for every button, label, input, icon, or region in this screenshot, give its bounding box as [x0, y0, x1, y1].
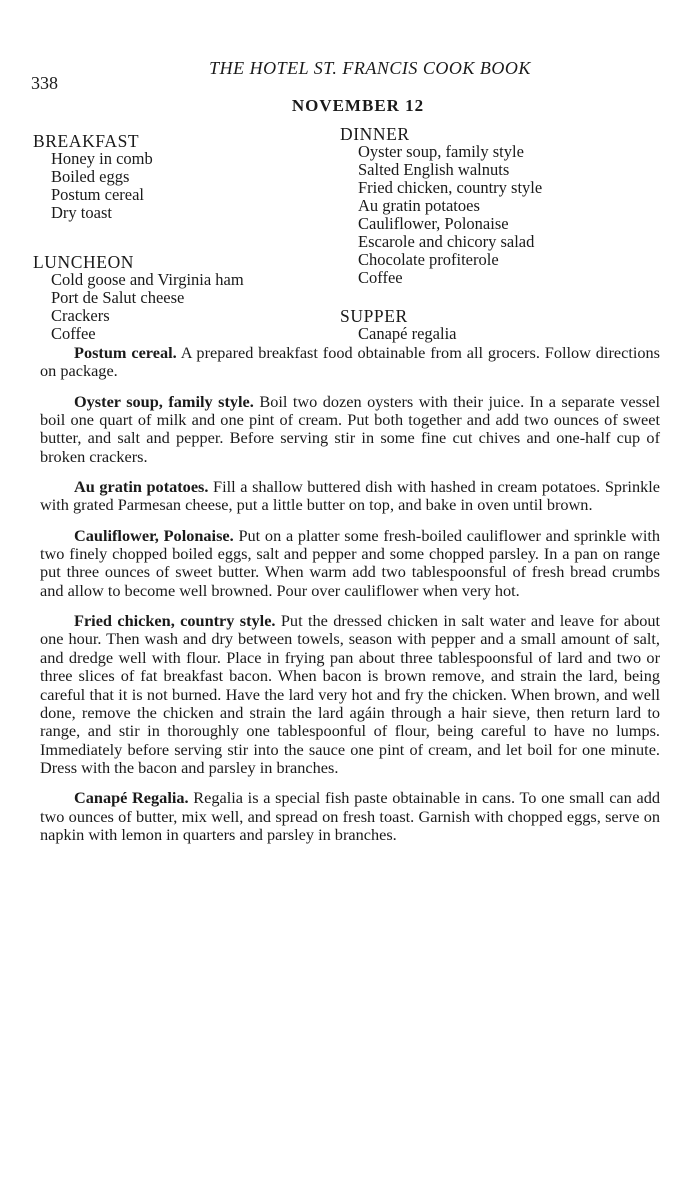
recipe-text: Put the dressed chicken in salt water and leave for about one hour. Then wash and dry between towels, season with pepper and a small amount of salt, and dredge well with flour. Place in frying pan about three tablespoonsful of lard and two or three slices of fat breakfast bacon. When bacon is brown remove, and strain the lard, being careful that it is not burned. Have the lard very hot and fry the chicken. When brown, and well done, remove the chicken and strain the lard agáin through a hair sieve, then return lard to range, and stir in thoroughly one tablespoonful of flour, being careful to have no lumps. Immediately before serving stir into the sauce one pint of cream, and let boil for one minute. Dress with the bacon and parsley in branches. — [40, 611, 661, 777]
recipe-text: Boil two dozen oysters with their juice. In a separate vessel boil one quart of milk and one pint of cream. Put both together and add two ounces of sweet butter, and salt and pepper. Before serving stir in some fine cut chives and one-half cup of broken crackers. — [40, 391, 660, 466]
dinner-heading: DINNER — [340, 124, 410, 144]
breakfast-heading: BREAKFAST — [33, 131, 140, 151]
date-heading: NOVEMBER 12 — [291, 96, 425, 115]
luncheon-heading: LUNCHEON — [33, 252, 135, 272]
recipe-title: Au gratin potatoes. — [74, 477, 209, 497]
recipe-title: Oyster soup, family style. — [74, 391, 254, 411]
recipe-cauliflower-polonaise — [40, 527, 660, 600]
recipe-text: A prepared breakfast food obtainable from all grocers. Follow directions on package. — [40, 343, 660, 381]
breakfast-menu — [33, 132, 244, 222]
supper-heading: SUPPER — [340, 306, 408, 326]
recipe-canape-regalia — [40, 789, 660, 844]
menu-item: Au gratin potatoes — [358, 196, 480, 215]
menu-column-left — [33, 132, 244, 343]
recipe-title: Canapé Regalia. — [74, 788, 189, 808]
menu-item: Honey in comb — [51, 149, 153, 168]
recipe-title: Cauliflower, Polonaise. — [74, 525, 234, 545]
recipe-fried-chicken — [40, 612, 660, 777]
menu-item: Coffee — [51, 324, 96, 343]
recipes-section — [40, 344, 660, 856]
recipe-postum-cereal — [40, 344, 660, 381]
recipe-au-gratin-potatoes — [40, 478, 660, 515]
menu-item: Fried chicken, country style — [358, 178, 543, 197]
menu-item: Oyster soup, family style — [358, 142, 524, 161]
menu-item: Salted English walnuts — [358, 160, 510, 179]
recipe-text: Regalia is a special fish paste obtainable in cans. To one small can add two ounces of butter, mix well, and spread on fresh toast. Garnish with chopped eggs, serve on napkin with lemon in quarters and parsley in branches. — [40, 788, 660, 844]
menu-item: Cauliflower, Polonaise — [358, 214, 509, 233]
recipe-title: Postum cereal. — [74, 343, 177, 362]
menu-column-right — [340, 125, 542, 343]
luncheon-menu — [33, 253, 244, 343]
menu-item: Dry toast — [51, 203, 112, 222]
menu-item: Port de Salut cheese — [51, 288, 185, 307]
menu-item: Crackers — [51, 306, 110, 325]
menu-item: Escarole and chicory salad — [358, 232, 535, 251]
page-number: 338 — [31, 73, 58, 93]
menu-item: Cold goose and Virginia ham — [51, 270, 244, 289]
running-head: THE HOTEL ST. FRANCIS COOK BOOK — [209, 58, 531, 78]
menu-item: Canapé regalia — [358, 324, 457, 343]
recipe-text: Fill a shallow buttered dish with hashed in cream potatoes. Sprinkle with grated Parmesan cheese, put a little butter on top, and bake in oven until brown. — [40, 477, 660, 515]
menu-item: Postum cereal — [51, 185, 145, 204]
recipe-text: Put on a platter some fresh-boiled cauliflower and sprinkle with two finely chopped boiled eggs, salt and pepper and some chopped parsley. In a pan on range put three ounces of sweet butter. When warm add two tablespoonsful of fresh bread crumbs and allow to become well browned. Pour over cauliflower when very hot. — [40, 525, 661, 600]
menu-item: Chocolate profiterole — [358, 250, 499, 269]
menu-item: Boiled eggs — [51, 167, 130, 186]
recipe-title: Fried chicken, country style. — [74, 611, 276, 631]
menu-item: Coffee — [358, 268, 403, 287]
dinner-menu — [340, 125, 542, 287]
supper-menu — [340, 307, 542, 343]
recipe-oyster-soup — [40, 393, 660, 466]
